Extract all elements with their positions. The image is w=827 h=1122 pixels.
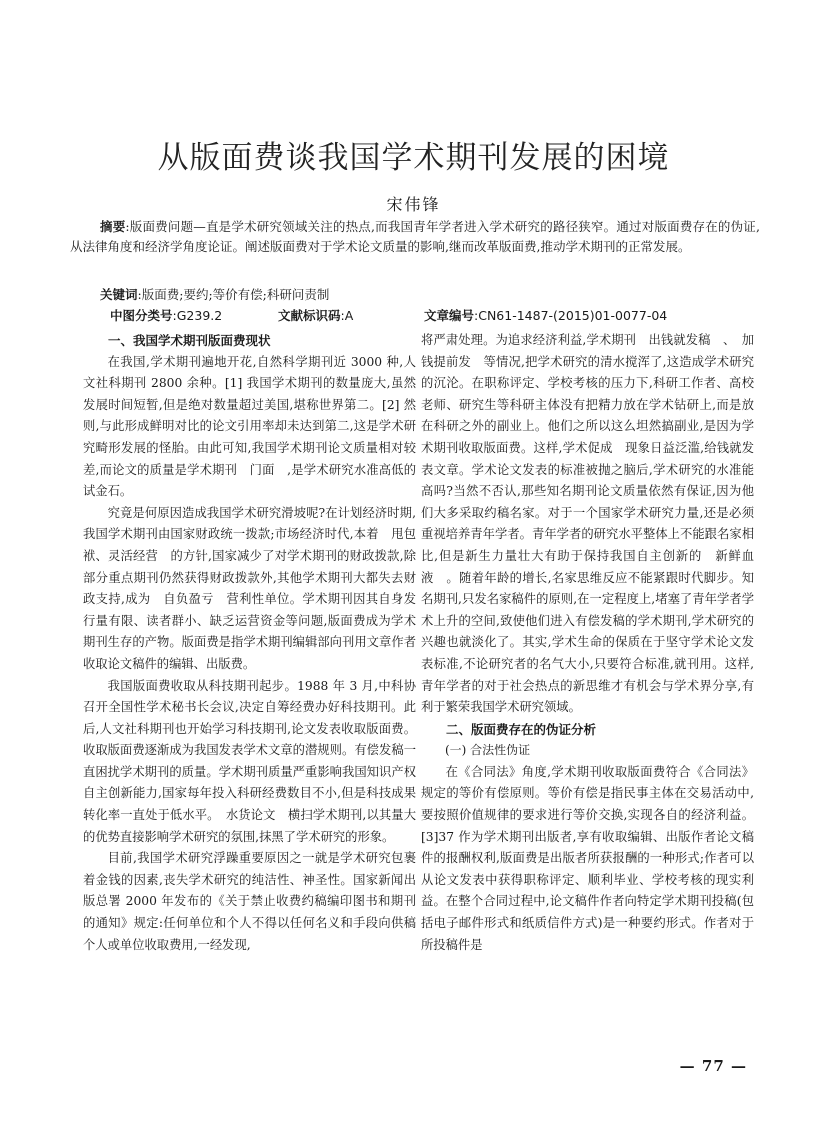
document-code: [278, 306, 353, 324]
page-number: — 77 —: [679, 1057, 747, 1075]
keywords-label: 关键词: [100, 287, 138, 302]
abstract: [70, 217, 760, 257]
author-name: 宋伟锋: [386, 195, 441, 214]
left-column: [83, 330, 416, 956]
body-paragraph: 在我国,学术期刊遍地开花,自然科学期刊近 3000 种,人文社科期刊 2800 余种。[1] 我国学术期刊的数量庞大,虽然发展时间短暂,但是绝对数量超过美国,堪称世界第二。[2] 然则,与此形成鲜明对比的论文引用率却未达到第二,这是学术研究畸形发展的怪胎。由此可知,我国学术期刊论文质量相对较差,而论文的质量是学术期刊 门面 ,是学术研究水准高低的试金石。: [83, 354, 416, 499]
doc-code-value: :A: [340, 308, 354, 323]
article-number-value: :CN61-1487-(2015)01-0077-04: [474, 308, 668, 323]
article-number-label: 文章编号: [424, 308, 475, 323]
section-heading-2: 二、版面费存在的伪证分析: [446, 721, 597, 737]
keywords: [100, 285, 760, 305]
abstract-text: :版面费问题—直是学术研究领域关注的热点,而我国青年学者进入学术研究的路径狭窄。通过对版面费存在的伪证,从法律角度和经济学角度论证。阐述版面费对于学术论文质量的影响,继而改革版面费,推动学术期刊的正常发展。: [70, 219, 760, 254]
doc-code-label: 文献标识码: [278, 308, 341, 323]
abstract-label: 摘要: [100, 219, 126, 234]
article-title: 从版面费谈我国学术期刊发展的困境: [157, 140, 670, 176]
keywords-text: :版面费;要约;等价有偿;科研问责制: [137, 287, 330, 302]
clc-number: [110, 306, 222, 324]
body-paragraph: 将严肃处理。为追求经济利益,学术期刊 出钱就发稿 、 加钱提前发 等情况,把学术研究的清水搅浑了,这造成学术研究的沉沦。在职称评定、学校考核的压力下,科研工作者、高校老师、研究生等科研主体没有把精力放在学术钻研上,而是放在科研之外的副业上。他们之所以这么坦然搞副业,是因为学术期刊收取版面费。这样,学术促成 现象日益泛滥,给钱就发表文章。学术论文发表的标准被抛之脑后,学术研究的水准能高吗?当然不否认,那些知名期刊论文质量依然有保证,因为他们大多采取约稿名家。对于一个国家学术研究力量,还是必须重视培养青年学者。青年学者的研究水平整体上不能跟名家相比,但是新生力量壮大有助于保持我国自主创新的 新鲜血液 。随着年龄的增长,名家思维反应不能紧跟时代脚步。知名期刊,只发名家稿件的原则,在一定程度上,堵塞了青年学者学术上升的空间,致使他们进入有偿发稿的学术期刊,学术研究的兴趣也就淡化了。其实,学术生命的保质在于坚守学术论文发表标准,不论研究者的名气大小,只要符合标准,就刊用。这样,青年学者的对于社会热点的新思维才有机会与学术界分享,有利于繁荣我国学术研究领域。: [421, 333, 754, 715]
body-paragraph: 我国版面费收取从科技期刊起步。1988 年 3 月,中科协召开全国性学术秘书长会议,决定自筹经费办好科技期刊。此后,人文社科期刊也开始学习科技期刊,论文发表收取版面费。收取版面费逐渐成为我国发表学术文章的潜规则。有偿发稿一直困扰学术期刊的质量。学术期刊质量严重影响我国知识产权自主创新能力,国家每年投入科研经费数目不小,但是科技成果转化率一直处于低水平。 水货论文 横扫学术期刊,以其量大的优势直接影响学术研究的氛围,抹黑了学术研究的形象。: [83, 678, 416, 844]
right-column: [421, 330, 754, 956]
clc-label: 中图分类号: [110, 308, 173, 323]
section-heading-1: 一、我国学术期刊版面费现状: [108, 333, 271, 348]
body-paragraph: 在《合同法》角度,学术期刊收取版面费符合《合同法》规定的等价有偿原则。等价有偿是指民事主体在交易活动中,要按照价值规律的要求进行等价交换,实现各自的经济利益。[3]37 作为学术期刊出版者,享有收取编辑、出版作者论文稿件的报酬权利,版面费是出版者所获报酬的一种形式;作者可以从论文发表中获得职称评定、顺利毕业、学校考核的现实利益。在整个合同过程中,论文稿件作者向特定学术期刊投稿(包括电子邮件形式和纸质信件方式)是一种要约形式。作者对于所投稿件是: [421, 764, 754, 952]
article-number: [424, 306, 667, 324]
body-paragraph: 目前,我国学术研究浮躁重要原因之一就是学术研究包裹着金钱的因素,丧失学术研究的纯洁性、神圣性。国家新闻出版总署 2000 年发布的《关于禁止收费约稿编印图书和期刊的通知》规定:任何单位和个人不得以任何名义和手段向供稿个人或单位收取费用,一经发现,: [83, 851, 416, 952]
clc-value: :G239.2: [172, 308, 223, 323]
subsection-heading: (一) 合法性伪证: [445, 743, 531, 758]
body-paragraph: 究竟是何原因造成我国学术研究滑坡呢?在计划经济时期,我国学术期刊由国家财政统一拨款;市场经济时代,本着 甩包袱、灵活经营 的方针,国家减少了对学术期刊的财政拨款,除部分重点期刊仍然获得财政拨款外,其他学术期刊大都失去财政支持,成为 自负盈亏 营利性单位。学术期刊因其自身发行量有限、读者群小、缺乏运营资金等问题,版面费成为学术期刊生存的产物。版面费是指学术期刊编辑部向刊用文章作者收取论文稿件的编辑、出版费。: [83, 505, 416, 671]
